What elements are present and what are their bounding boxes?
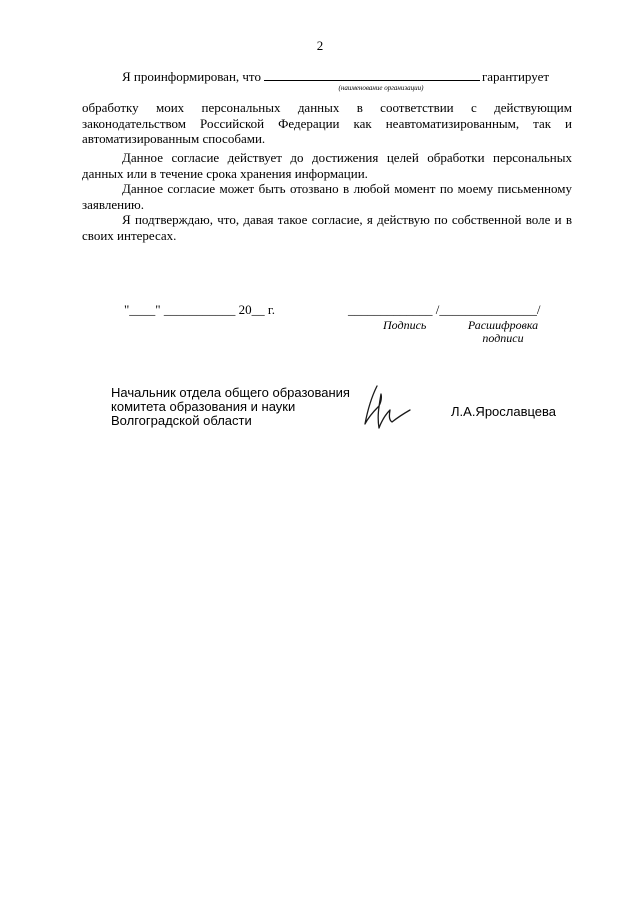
handwritten-signature <box>355 380 415 436</box>
date-line: "____" ___________ 20__ г. <box>124 302 275 317</box>
paragraph-processing: обработку моих персональных данных в соответствии с действующим законодательством Российской Федерации как неавтоматизированным, так и автоматизированным способами. <box>82 100 572 146</box>
intro-line <box>122 68 549 85</box>
signatory-name: Л.А.Ярославцева <box>451 404 557 419</box>
organization-blank-line <box>264 68 480 81</box>
intro-before: Я проинформирован, что <box>122 69 261 84</box>
paragraph-validity: Данное согласие действует до достижения целей обработки персональных данных или в течение срока хранения информации. <box>82 150 572 181</box>
paragraph-confirmation: Я подтверждаю, что, давая такое согласие, я действую по собственной воле и в своих интересах. <box>82 212 572 243</box>
page-number: 2 <box>316 38 324 53</box>
signature-label: Подпись <box>383 318 427 332</box>
signature-decoding-label: Расшифровка подписи <box>467 318 539 345</box>
intro-after: гарантирует <box>481 69 550 84</box>
paragraph-revocation: Данное согласие может быть отозвано в любой момент по моему письменному заявлению. <box>82 181 572 212</box>
signatory-position: Начальник отдела общего образования комитета образования и науки Волгоградской области <box>111 385 350 428</box>
signature-line: _____________ /_______________/ <box>348 302 541 317</box>
organization-caption: (наименование организации) <box>338 84 424 92</box>
